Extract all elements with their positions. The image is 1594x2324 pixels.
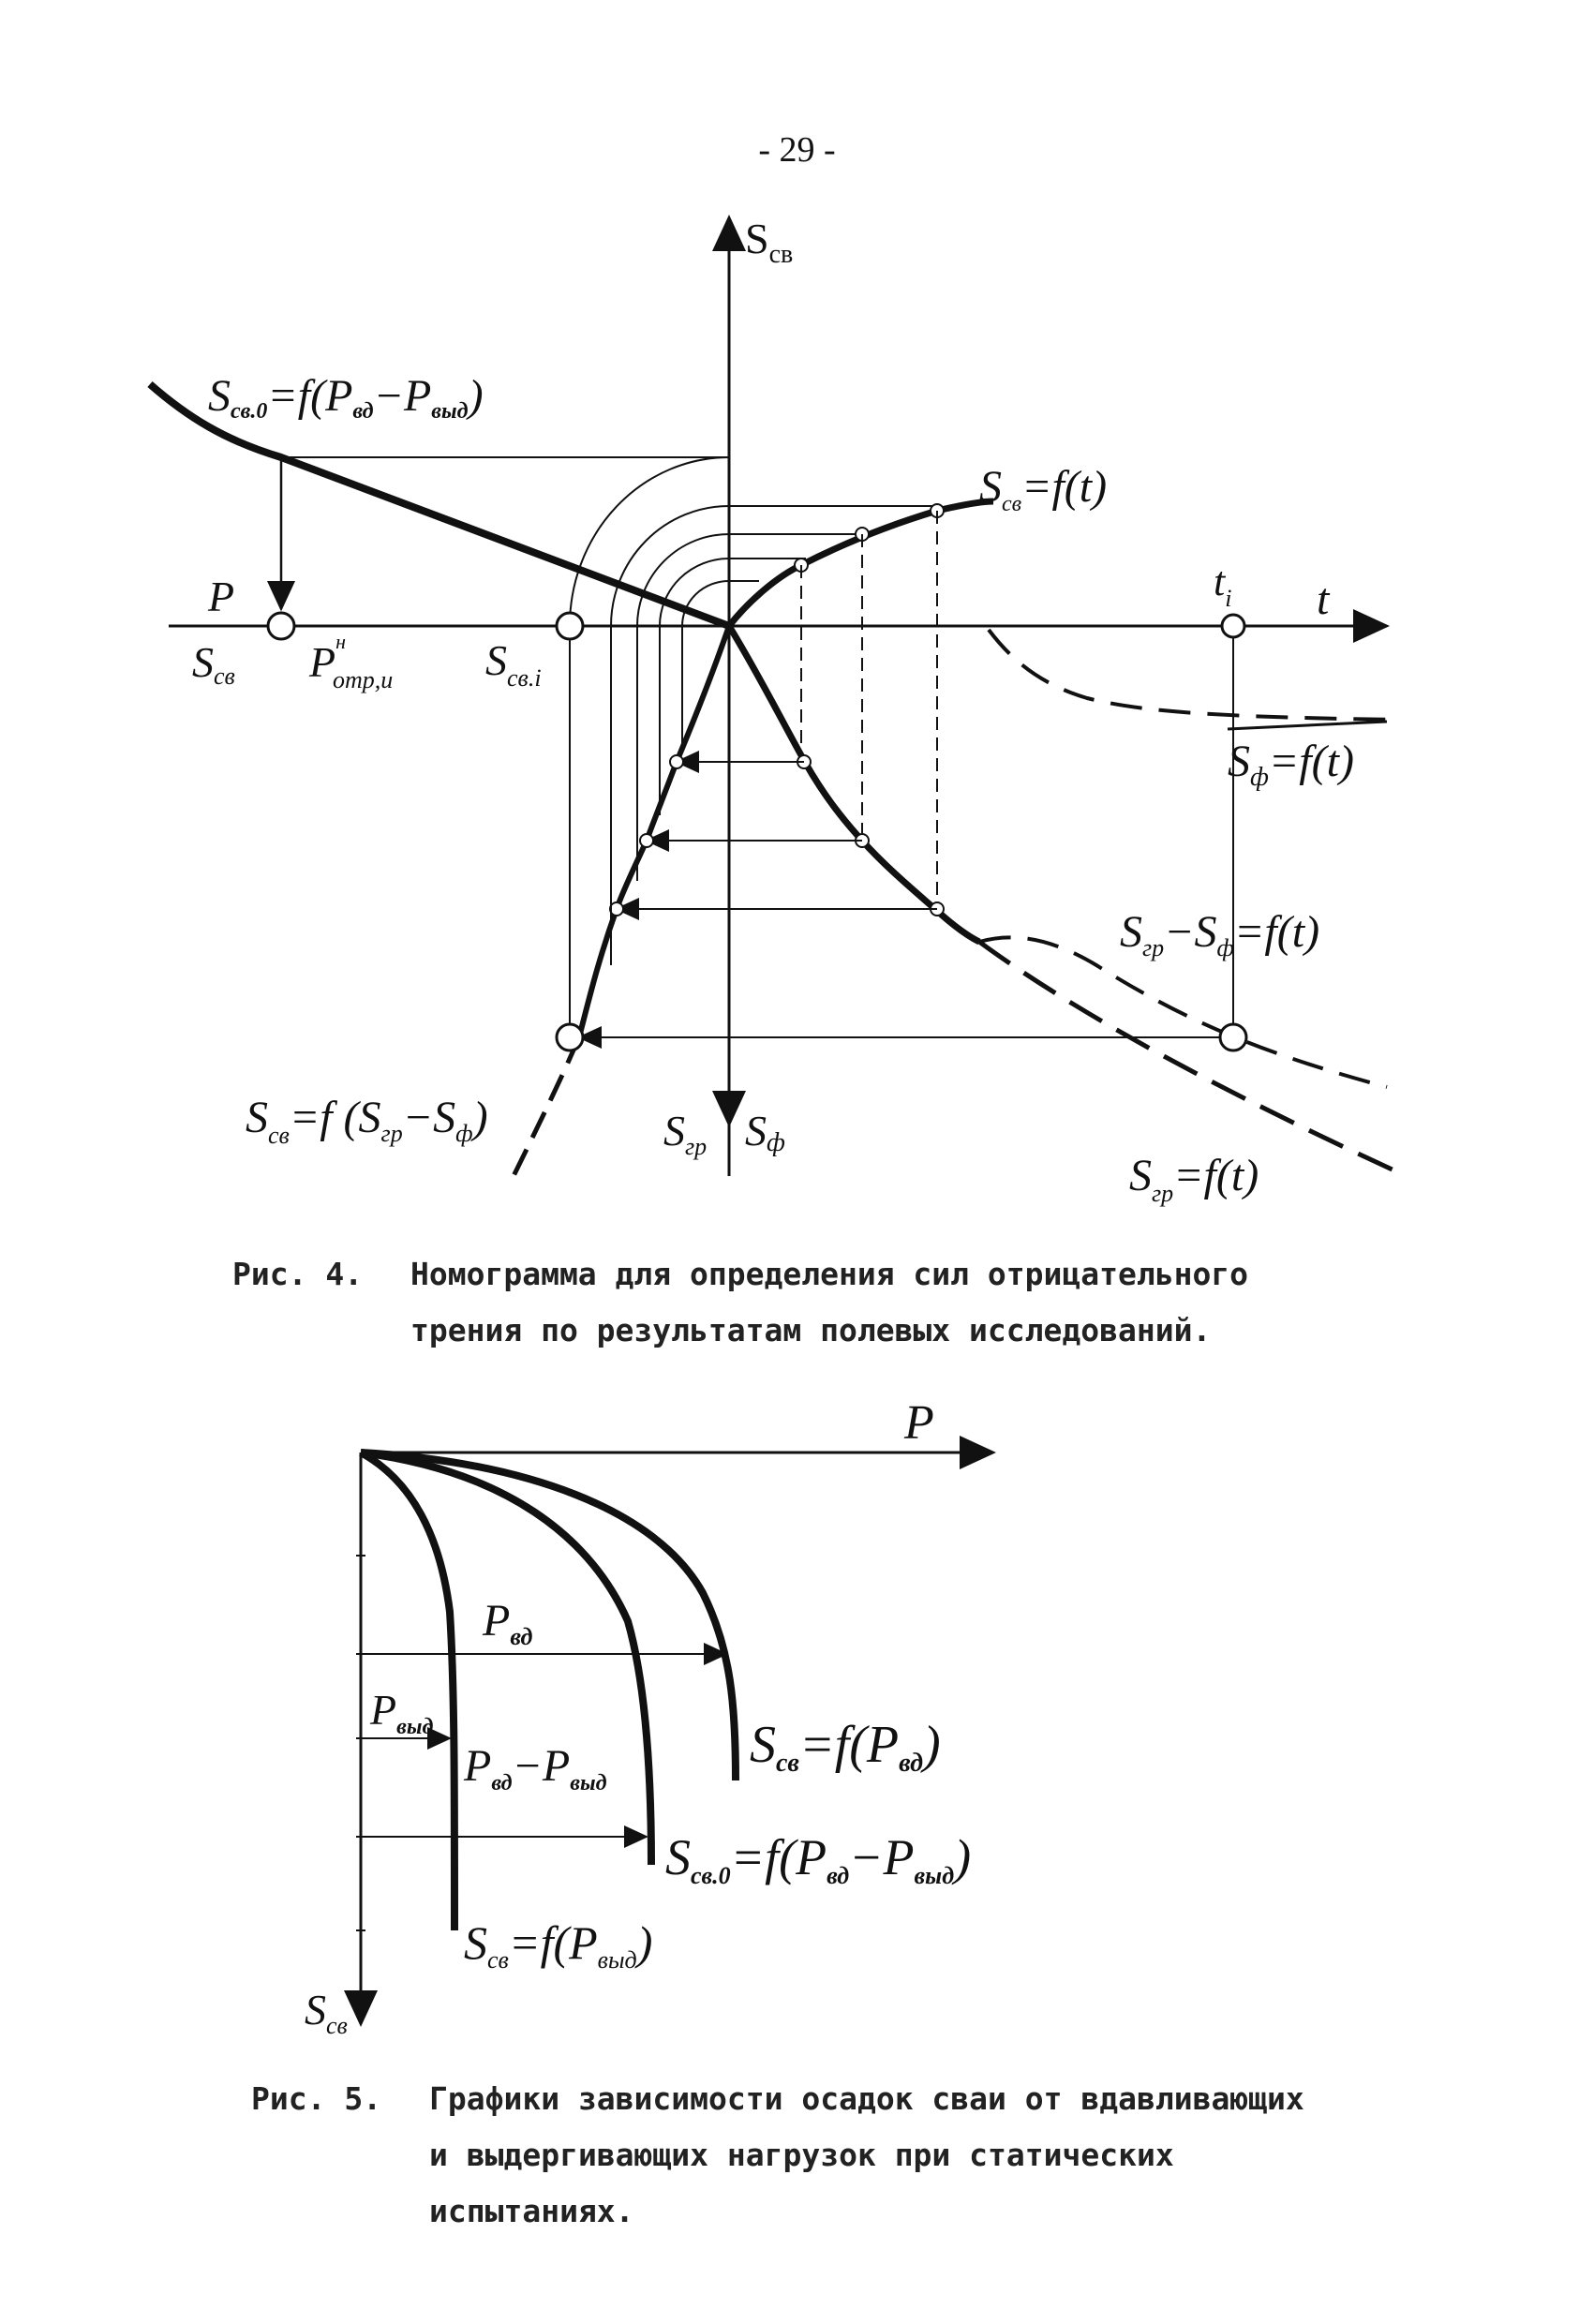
fig5-eq-c3: $S_{св}=f(P_{выд})$ <box>464 1916 653 1974</box>
fig5-label-scv: $S_{св}$ <box>305 1986 348 2039</box>
label-s-left: Sсв <box>192 638 235 690</box>
curve-sf-t <box>989 630 1396 720</box>
fig5-curve-diff <box>361 1452 651 1865</box>
figure-4-caption-label: Рис. 4. <box>232 1256 364 1292</box>
label-y-bottom-sf: Sф <box>745 1107 785 1157</box>
arc-verticals <box>570 626 682 1037</box>
eq-sf-t: $S_ф=f(t)$ <box>1228 737 1354 792</box>
fig5-eq-c2: Sсв.0=f(Pвд−Pвыд) <box>665 1829 972 1889</box>
sgr-sf-points <box>797 755 944 916</box>
curve-scv-sgrsf-ext <box>514 1037 579 1176</box>
label-ti: $t_i$ <box>1214 559 1232 612</box>
eq-sgr-sf: $S_{гр}-S_ф=f(t)$ <box>1120 907 1320 961</box>
fig5-label-diff: $P_{вд}-P_{выд}$ <box>464 1741 607 1795</box>
curve-sgr-t <box>979 942 1396 1171</box>
lower-connectors <box>579 762 1233 1037</box>
label-s-svi: $S_{св.i}$ <box>485 636 542 692</box>
fig5-label-p: P <box>904 1396 934 1450</box>
figure-5-caption <box>251 2071 1304 2240</box>
curve-sgr-sf <box>729 626 979 942</box>
fig5-curve-pvd <box>361 1452 736 1780</box>
figure-4-caption-line2: трения по результатам полевых исследований. <box>410 1312 1212 1348</box>
label-y-bottom-sgr: $S_{гр}$ <box>663 1107 708 1160</box>
figure-4-caption-line1: Номограмма для определения сил отрицательного <box>410 1256 1249 1292</box>
figure-5-caption-line3: испытаниях. <box>429 2193 634 2229</box>
label-t-axis: t <box>1317 574 1330 624</box>
eq-scv0: Sсв.0=f(Pвд−Pвыд) <box>208 371 484 424</box>
fig5-curve-pvyd <box>361 1452 454 1930</box>
label-p-otr: $P^н$ отр,u <box>309 630 394 693</box>
figure-5-caption-line1: Графики зависимости осадок сваи от вдавливающих <box>429 2080 1304 2117</box>
eq-scv-sgr-sf: $S_{св}=f$ $(S_{гр}-S_ф)$ <box>246 1093 488 1149</box>
figure-5-caption-label: Рис. 5. <box>251 2080 382 2117</box>
transfer-arcs <box>570 457 729 626</box>
fig5-eq-c1: Sсв=f(Pвд) <box>750 1716 941 1778</box>
page-number: - 29 - <box>758 130 836 170</box>
label-y-top: $S_{св}$ <box>745 215 794 269</box>
fig5-dimension-lines <box>361 1654 726 1837</box>
eq-scv-t: $S_{св}=f(t)$ <box>979 462 1108 516</box>
fig5-label-pvyd: $P_{выд}$ <box>370 1686 434 1739</box>
label-p-left: P <box>208 573 235 620</box>
curve-scv-sgrsf <box>579 626 729 1037</box>
eq-sgr-t: $S_{гр}=f(t)$ <box>1129 1151 1259 1207</box>
figure-5-caption-line2: и выдергивающих нагрузок при статических <box>429 2137 1174 2173</box>
sf-overline <box>1228 722 1387 729</box>
figure-4-caption <box>232 1246 1248 1359</box>
fig5-y-ticks <box>356 1556 365 1930</box>
fig5-label-pvd: $P_{вд}$ <box>483 1596 533 1650</box>
